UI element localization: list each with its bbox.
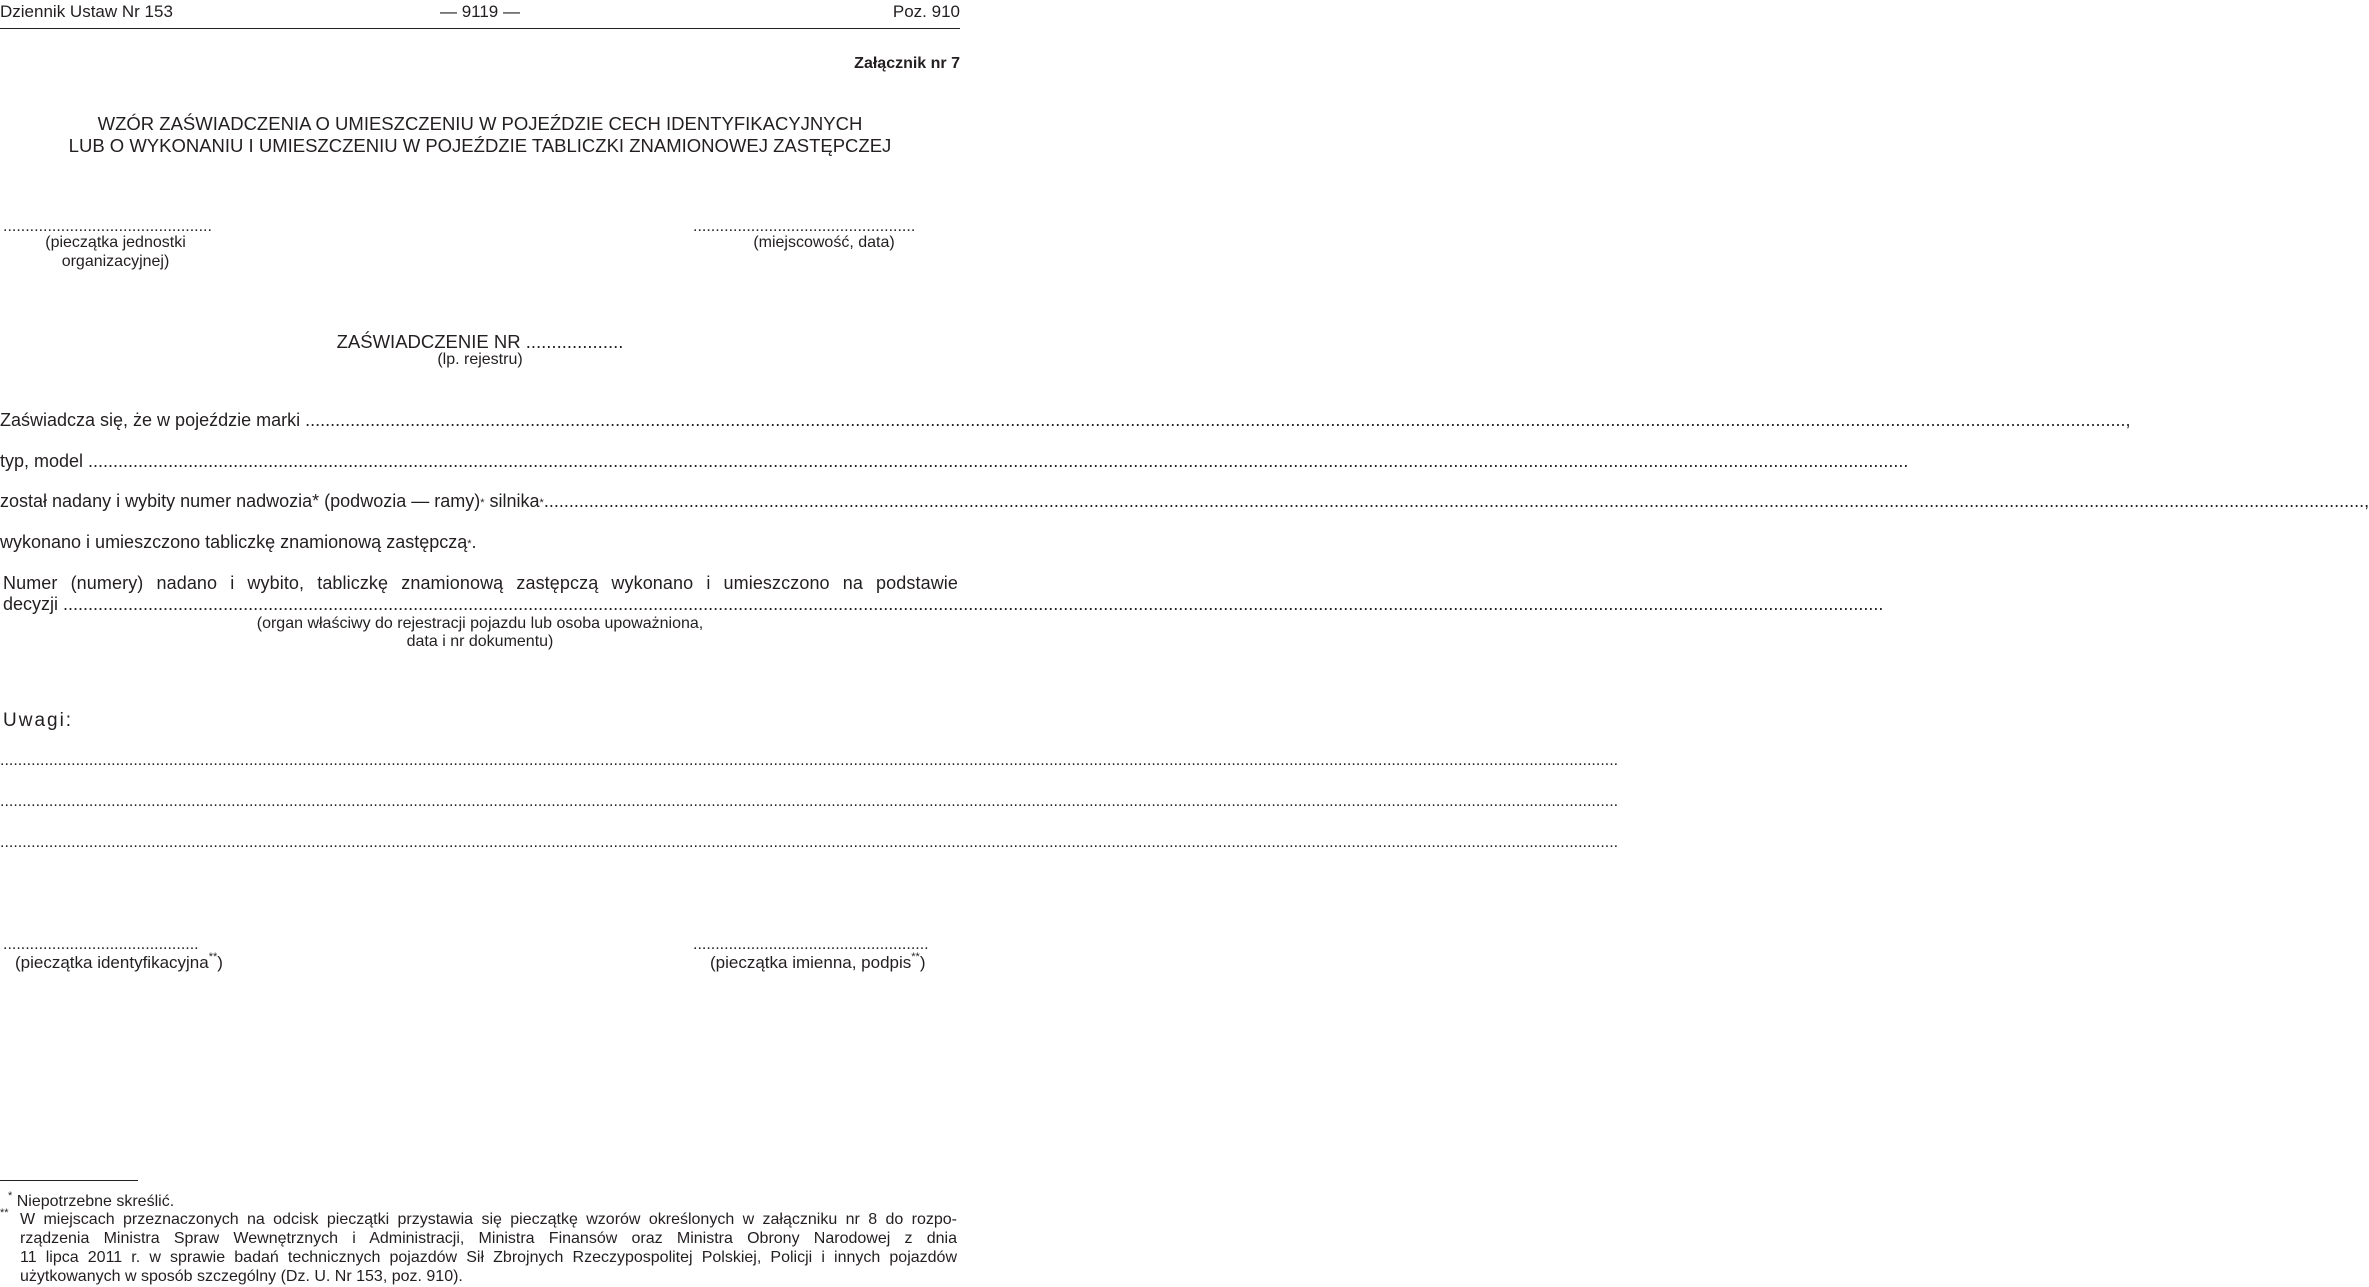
signature-field[interactable]: ..................................................... [693,936,929,953]
footnote-1-text: Niepotrzebne skreślić. [16,1193,175,1210]
footnote-2-line3: 11 lipca 2011 r. w sprawie badań technicznych pojazdów Sił Zbrojnych Rzeczypospolitej Polskiej, Policji i innych pojazdów [20,1249,957,1266]
position-number: Poz. 910 [892,2,960,21]
certificate-sublabel: (lp. rejestru) [437,351,523,368]
place-date-field[interactable]: .................................................. [693,218,916,235]
signature-label-close: ) [919,953,926,972]
plate-period: . [471,532,477,552]
id-stamp-label-close: ) [217,953,223,972]
brand-label: Zaświadcza się, że w pojeździe marki [0,410,306,430]
id-stamp-label [15,953,223,973]
id-stamp-label-text: (pieczątka identyfikacyjna [15,953,209,972]
journal-title: Dziennik Ustaw Nr 153 [0,2,173,21]
certificate-heading: ZAŚWIADCZENIE NR ................... [336,331,624,352]
footnote-2-mark-text: ** [0,1206,9,1219]
decision-note-line1: (organ właściwy do rejestracji pojazdu lub osoba upoważniona, [256,615,704,632]
remarks-field-2[interactable]: ............................................................................................................................................................................................................................................................................................................................................................................ [0,793,1619,810]
model-field[interactable]: ............................................................................................................................................................................................................................................................................................................................................................................ [88,451,1909,471]
stamp-org-label-line2: organizacyjnej) [61,253,170,270]
plate-label: wykonano i umieszczono tabliczkę znamionową zastępczą [0,532,468,552]
footnote-2-line1: W miejscach przeznaczonych na odcisk pieczątki przystawia się pieczątkę wzorów określonych w załączniku nr 8 do rozpo- [20,1211,957,1228]
document-title-line1: WZÓR ZAŚWIADCZENIA O UMIESZCZENIU W POJEŹDZIE CECH IDENTYFIKACYJNYCH [97,113,863,134]
annex-label: Załącznik nr 7 [854,55,960,72]
numbers-line: został nadany i wybity numer nadwozia* (podwozia — ramy) * silnika * ............................................................................................................................................................................................................................................................................................................................................................................ , [0,491,2369,511]
numbers-comma: , [2364,491,2369,511]
brand-field[interactable]: ............................................................................................................................................................................................................................................................................................................................................................................ [305,410,2126,430]
document-title-line2: LUB O WYKONANIU I UMIESZCZENIU W POJEŹDZIE TABLICZKI ZNAMIONOWEJ ZASTĘPCZEJ [68,135,892,156]
footnote-2-line4: użytkowanych w sposób szczególny (Dz. U. Nr 153, poz. 910). [20,1268,463,1285]
numbers-label-b: silnika [484,491,540,511]
footnote-mark: ** [911,951,920,964]
id-stamp-field[interactable]: ............................................ [3,936,199,953]
page-number: — 9119 — [439,2,520,21]
signature-label [710,953,926,973]
decision-field[interactable]: ............................................................................................................................................................................................................................................................................................................................................................................ [63,594,1884,614]
remarks-field-1[interactable]: ............................................................................................................................................................................................................................................................................................................................................................................ [0,752,1619,769]
stamp-org-field[interactable]: ............................................... [3,218,212,235]
footnote-2-mark [0,1206,9,1228]
place-date-label: (miejscowość, data) [753,234,895,251]
stamp-org-label-line1: (pieczątka jednostki [45,234,186,251]
footnote-1-mark: * [8,1189,13,1202]
model-line [0,451,1909,472]
model-label: typ, model [0,451,89,471]
plate-line: wykonano i umieszczono tabliczkę znamionową zastępczą * . [0,532,477,552]
remarks-field-3[interactable]: ............................................................................................................................................................................................................................................................................................................................................................................ [0,834,1619,851]
signature-label-text: (pieczątka imienna, podpis [710,953,912,972]
footnote-1 [8,1189,175,1211]
decision-label: decyzji [3,594,64,614]
brand-comma: , [2125,410,2131,430]
engine-field[interactable]: ............................................................................................................................................................................................................................................................................................................................................................................ [543,491,2365,511]
brand-line [0,410,2131,431]
footnote-2-line2: rządzenia Ministra Spraw Wewnętrznych i Administracji, Ministra Finansów oraz Ministra Obrony Narodowej z dnia [20,1230,957,1247]
footnote-rule [0,1180,138,1181]
remarks-label: Uwagi: [3,710,74,731]
footnote-mark: ** [208,951,218,964]
decision-paragraph-line1: Numer (numery) nadano i wybito, tabliczkę znamionową zastępczą wykonano i umieszczono na podstawie [3,573,958,593]
numbers-label-a: został nadany i wybity numer nadwozia* (podwozia — ramy) [0,491,481,511]
decision-note-line2: data i nr dokumentu) [406,633,554,650]
decision-line [3,594,1884,615]
header-rule [0,28,960,29]
